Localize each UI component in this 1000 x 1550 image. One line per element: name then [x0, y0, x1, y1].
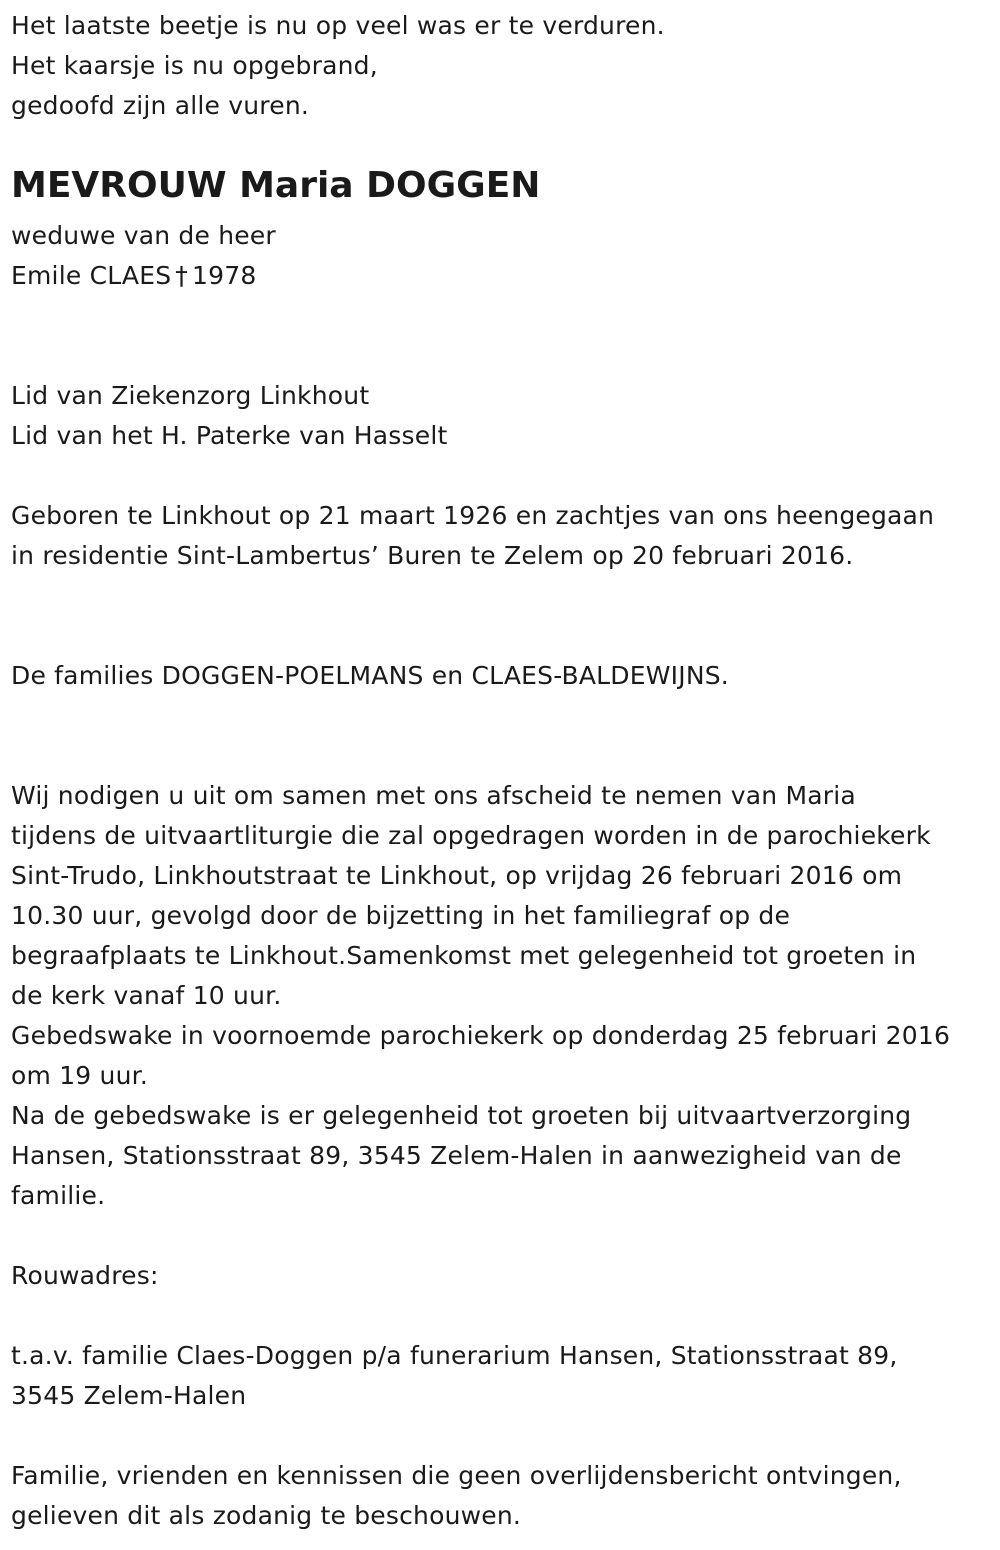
- spouse-line: weduwe van de heer: [11, 221, 276, 250]
- ceremony-line: begraafplaats te Linkhout.Samenkomst met gelegenheid tot groeten in: [11, 941, 917, 970]
- birth-death-line: in residentie Sint-Lambertus’ Buren te Zelem op 20 februari 2016.: [11, 541, 854, 570]
- spacer: [11, 576, 996, 656]
- poem: [11, 6, 996, 126]
- spouse-death-year: 1978: [192, 261, 257, 290]
- ceremony-line: tijdens de uitvaartliturgie die zal opgedragen worden in de parochiekerk: [11, 821, 931, 850]
- address-line: 3545 Zelem-Halen: [11, 1381, 247, 1410]
- ceremony-info: [11, 776, 996, 1216]
- spacer: [11, 1416, 996, 1456]
- closing-line: Familie, vrienden en kennissen die geen overlijdensbericht ontvingen,: [11, 1461, 902, 1490]
- membership-line: Lid van Ziekenzorg Linkhout: [11, 381, 370, 410]
- ceremony-line: Hansen, Stationsstraat 89, 3545 Zelem-Halen in aanwezigheid van de: [11, 1141, 902, 1170]
- poem-line: Het laatste beetje is nu op veel was er te verduren.: [11, 11, 665, 40]
- address: [11, 1336, 996, 1416]
- ceremony-line: familie.: [11, 1181, 106, 1210]
- ceremony-line: Na de gebedswake is er gelegenheid tot groeten bij uitvaartverzorging: [11, 1101, 912, 1130]
- spacer: [11, 1216, 996, 1256]
- membership-line: Lid van het H. Paterke van Hasselt: [11, 421, 448, 450]
- address-line: t.a.v. familie Claes-Doggen p/a funerarium Hansen, Stationsstraat 89,: [11, 1341, 898, 1370]
- ceremony-line: Sint-Trudo, Linkhoutstraat te Linkhout, op vrijdag 26 februari 2016 om: [11, 861, 903, 890]
- ceremony-line: Gebedswake in voornoemde parochiekerk op donderdag 25 februari 2016: [11, 1021, 951, 1050]
- spacer: [11, 696, 996, 776]
- ceremony-line: Wij nodigen u uit om samen met ons afscheid te nemen van Maria: [11, 781, 856, 810]
- poem-line: gedoofd zijn alle vuren.: [11, 91, 310, 120]
- ceremony-line: 10.30 uur, gevolgd door de bijzetting in het familiegraf op de: [11, 901, 791, 930]
- address-label: Rouwadres:: [11, 1261, 159, 1290]
- families-line: De families DOGGEN-POELMANS en CLAES-BALDEWIJNS.: [11, 661, 729, 690]
- memberships: [11, 376, 996, 456]
- poem-line: Het kaarsje is nu opgebrand,: [11, 51, 378, 80]
- spouse-name: Emile CLAES: [11, 261, 172, 290]
- birth-death-line: Geboren te Linkhout op 21 maart 1926 en zachtjes van ons heengegaan: [11, 501, 935, 530]
- deceased-name-title: MEVROUW Maria DOGGEN: [11, 165, 541, 206]
- ceremony-line: de kerk vanaf 10 uur.: [11, 981, 282, 1010]
- birth-death-info: [11, 496, 996, 576]
- spacer: [11, 296, 996, 376]
- obituary-notice: [11, 6, 996, 1536]
- ceremony-line: om 19 uur.: [11, 1061, 148, 1090]
- closing-line: gelieven dit als zodanig te beschouwen.: [11, 1501, 522, 1530]
- cross-icon: †: [175, 261, 188, 290]
- spouse-info: [11, 216, 996, 296]
- spouse-name-line: [11, 256, 996, 296]
- spacer: [11, 456, 996, 496]
- closing: [11, 1456, 996, 1536]
- spacer: [11, 1296, 996, 1336]
